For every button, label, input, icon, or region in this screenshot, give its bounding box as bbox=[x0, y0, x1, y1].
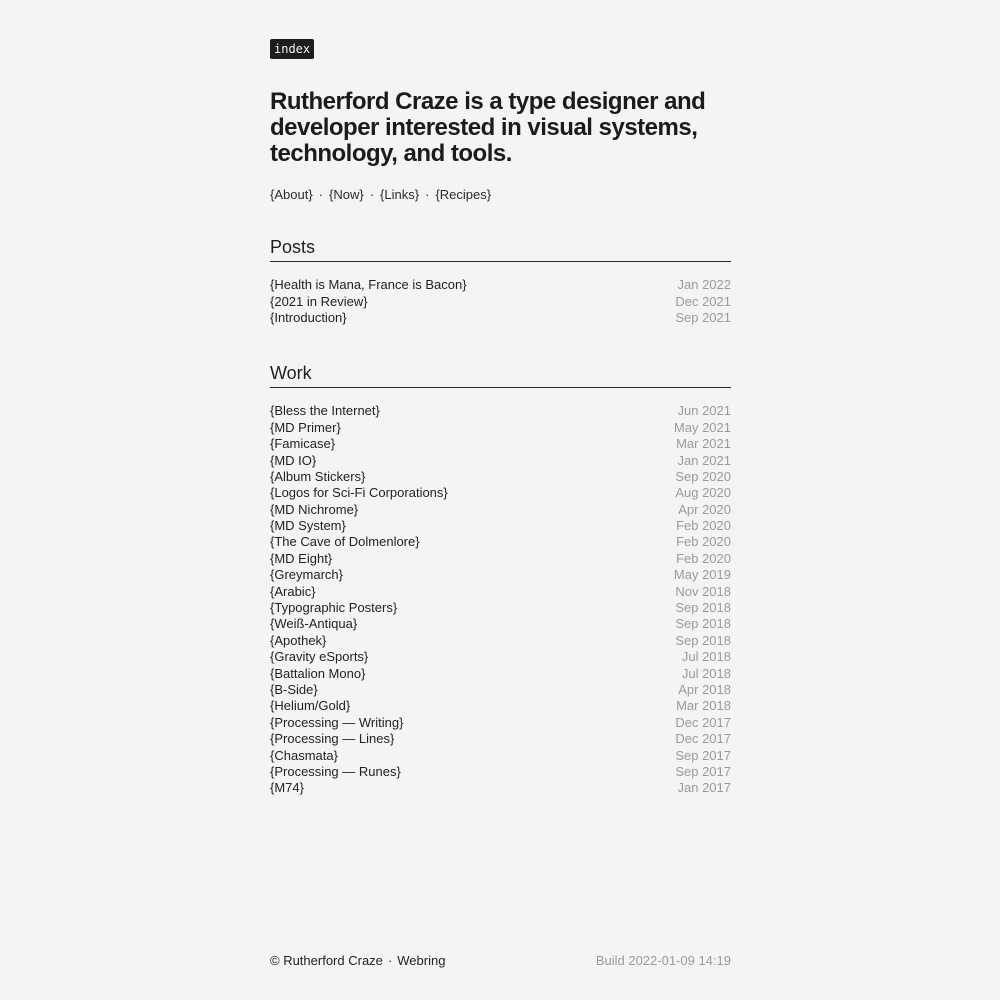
posts-item-date: Sep 2021 bbox=[675, 309, 731, 325]
work-item-date: Apr 2020 bbox=[678, 501, 731, 517]
work-heading: Work bbox=[270, 362, 731, 388]
work-row bbox=[270, 600, 731, 616]
posts-row bbox=[270, 293, 731, 309]
work-row bbox=[270, 534, 731, 550]
work-item-link[interactable]: {MD System} bbox=[270, 518, 346, 534]
copyright: © Rutherford Craze bbox=[270, 953, 383, 968]
work-item-link[interactable]: {Processing — Writing} bbox=[270, 714, 404, 730]
work-row bbox=[270, 715, 731, 731]
work-row bbox=[270, 616, 731, 632]
work-item-link[interactable]: {Chasmata} bbox=[270, 747, 338, 763]
work-row bbox=[270, 420, 731, 436]
nav-about[interactable]: {About} bbox=[270, 187, 313, 202]
posts-item-date: Dec 2021 bbox=[675, 293, 731, 309]
work-item-link[interactable]: {Helium/Gold} bbox=[270, 698, 351, 714]
posts-section bbox=[270, 236, 731, 326]
work-item-date: Feb 2020 bbox=[676, 550, 731, 566]
footer-left bbox=[270, 953, 445, 969]
work-item-date: May 2019 bbox=[673, 567, 731, 583]
work-item-link[interactable]: {MD Eight} bbox=[270, 550, 333, 566]
work-row bbox=[270, 665, 731, 681]
work-item-date: Jul 2018 bbox=[681, 649, 731, 665]
work-item-date: Sep 2020 bbox=[675, 468, 731, 484]
work-row bbox=[270, 780, 731, 796]
work-row bbox=[270, 469, 731, 485]
work-row bbox=[270, 731, 731, 747]
footer-separator: · bbox=[387, 953, 393, 968]
posts-row bbox=[270, 310, 731, 326]
work-item-date: Sep 2018 bbox=[675, 616, 731, 632]
nav-recipes[interactable]: {Recipes} bbox=[435, 187, 492, 202]
nav-separator: · bbox=[425, 187, 430, 202]
work-item-date: Sep 2017 bbox=[675, 763, 731, 779]
work-item-date: Jul 2018 bbox=[681, 665, 731, 681]
work-row bbox=[270, 403, 731, 419]
work-item-link[interactable]: {MD IO} bbox=[270, 452, 317, 468]
work-row bbox=[270, 551, 731, 567]
work-item-link[interactable]: {Weiß-Antiqua} bbox=[270, 616, 358, 632]
nav-separator: · bbox=[318, 187, 323, 202]
work-item-date: Mar 2018 bbox=[676, 698, 731, 714]
work-item-link[interactable]: {B-Side} bbox=[270, 682, 318, 697]
work-item-date: Feb 2020 bbox=[676, 534, 731, 550]
nav-now[interactable]: {Now} bbox=[329, 187, 364, 202]
work-item-link[interactable]: {The Cave of Dolmenlore} bbox=[270, 534, 420, 550]
work-item-date: Jan 2021 bbox=[677, 452, 731, 468]
build-info: Build 2022-01-09 14:19 bbox=[595, 953, 731, 968]
footer bbox=[270, 953, 731, 969]
work-row bbox=[270, 682, 731, 698]
work-row bbox=[270, 567, 731, 583]
nav-links[interactable]: {Links} bbox=[380, 187, 420, 202]
work-row bbox=[270, 764, 731, 780]
posts-item-link[interactable]: {2021 in Review} bbox=[270, 293, 368, 309]
work-row bbox=[270, 518, 731, 534]
work-item-date: Sep 2017 bbox=[675, 747, 731, 763]
posts-row bbox=[270, 277, 731, 293]
work-list bbox=[270, 403, 731, 796]
work-item-date: Mar 2021 bbox=[676, 436, 731, 452]
work-item-date: May 2021 bbox=[673, 419, 731, 435]
work-item-date: Dec 2017 bbox=[675, 731, 731, 747]
posts-item-link[interactable]: {Introduction} bbox=[270, 309, 347, 325]
main-column bbox=[270, 39, 731, 813]
work-row bbox=[270, 502, 731, 518]
work-item-link[interactable]: {Album Stickers} bbox=[270, 468, 366, 484]
work-item-link[interactable]: {Arabic} bbox=[270, 583, 316, 599]
index-link[interactable]: index bbox=[270, 39, 314, 59]
work-row bbox=[270, 485, 731, 501]
work-item-link[interactable]: {Battalion Mono} bbox=[270, 665, 366, 681]
work-row bbox=[270, 698, 731, 714]
primary-nav bbox=[270, 187, 731, 203]
posts-heading: Posts bbox=[270, 236, 731, 262]
work-item-link[interactable]: {Famicase} bbox=[270, 436, 336, 452]
work-row bbox=[270, 747, 731, 763]
posts-list bbox=[270, 277, 731, 326]
work-item-link[interactable]: {Gravity eSports} bbox=[270, 649, 369, 665]
work-item-date: Sep 2018 bbox=[675, 632, 731, 648]
work-item-date: Nov 2018 bbox=[675, 583, 731, 599]
work-item-date: Aug 2020 bbox=[675, 485, 731, 501]
work-section bbox=[270, 362, 731, 796]
work-item-link[interactable]: {Logos for Sci-Fi Corporations} bbox=[270, 485, 448, 501]
work-item-link[interactable]: {Bless the Internet} bbox=[270, 403, 380, 419]
work-item-date: Jan 2017 bbox=[677, 780, 731, 796]
webring-link[interactable]: Webring bbox=[397, 953, 446, 968]
posts-item-date: Jan 2022 bbox=[677, 277, 731, 293]
work-row bbox=[270, 633, 731, 649]
work-item-link[interactable]: {MD Primer} bbox=[270, 419, 341, 435]
page-title: Rutherford Craze is a type designer and developer interested in visual systems, technology, and tools. bbox=[270, 88, 706, 167]
work-item-link[interactable]: {Processing — Lines} bbox=[270, 731, 395, 747]
work-item-date: Dec 2017 bbox=[675, 714, 731, 730]
posts-item-link[interactable]: {Health is Mana, France is Bacon} bbox=[270, 277, 467, 293]
work-item-date: Jun 2021 bbox=[677, 403, 731, 419]
work-item-link[interactable]: {Apothek} bbox=[270, 632, 327, 648]
work-item-date: Feb 2020 bbox=[676, 518, 731, 534]
work-item-link[interactable]: {Greymarch} bbox=[270, 567, 343, 583]
work-row bbox=[270, 583, 731, 599]
work-item-date: Apr 2018 bbox=[678, 682, 731, 697]
work-item-link[interactable]: {MD Nichrome} bbox=[270, 501, 359, 517]
work-item-link[interactable]: {M74} bbox=[270, 780, 304, 796]
work-item-date: Sep 2018 bbox=[675, 600, 731, 616]
work-row bbox=[270, 649, 731, 665]
nav-separator: · bbox=[369, 187, 375, 202]
work-row bbox=[270, 436, 731, 452]
work-item-link[interactable]: {Typographic Posters} bbox=[270, 600, 398, 616]
work-item-link[interactable]: {Processing — Runes} bbox=[270, 763, 401, 779]
work-row bbox=[270, 452, 731, 468]
